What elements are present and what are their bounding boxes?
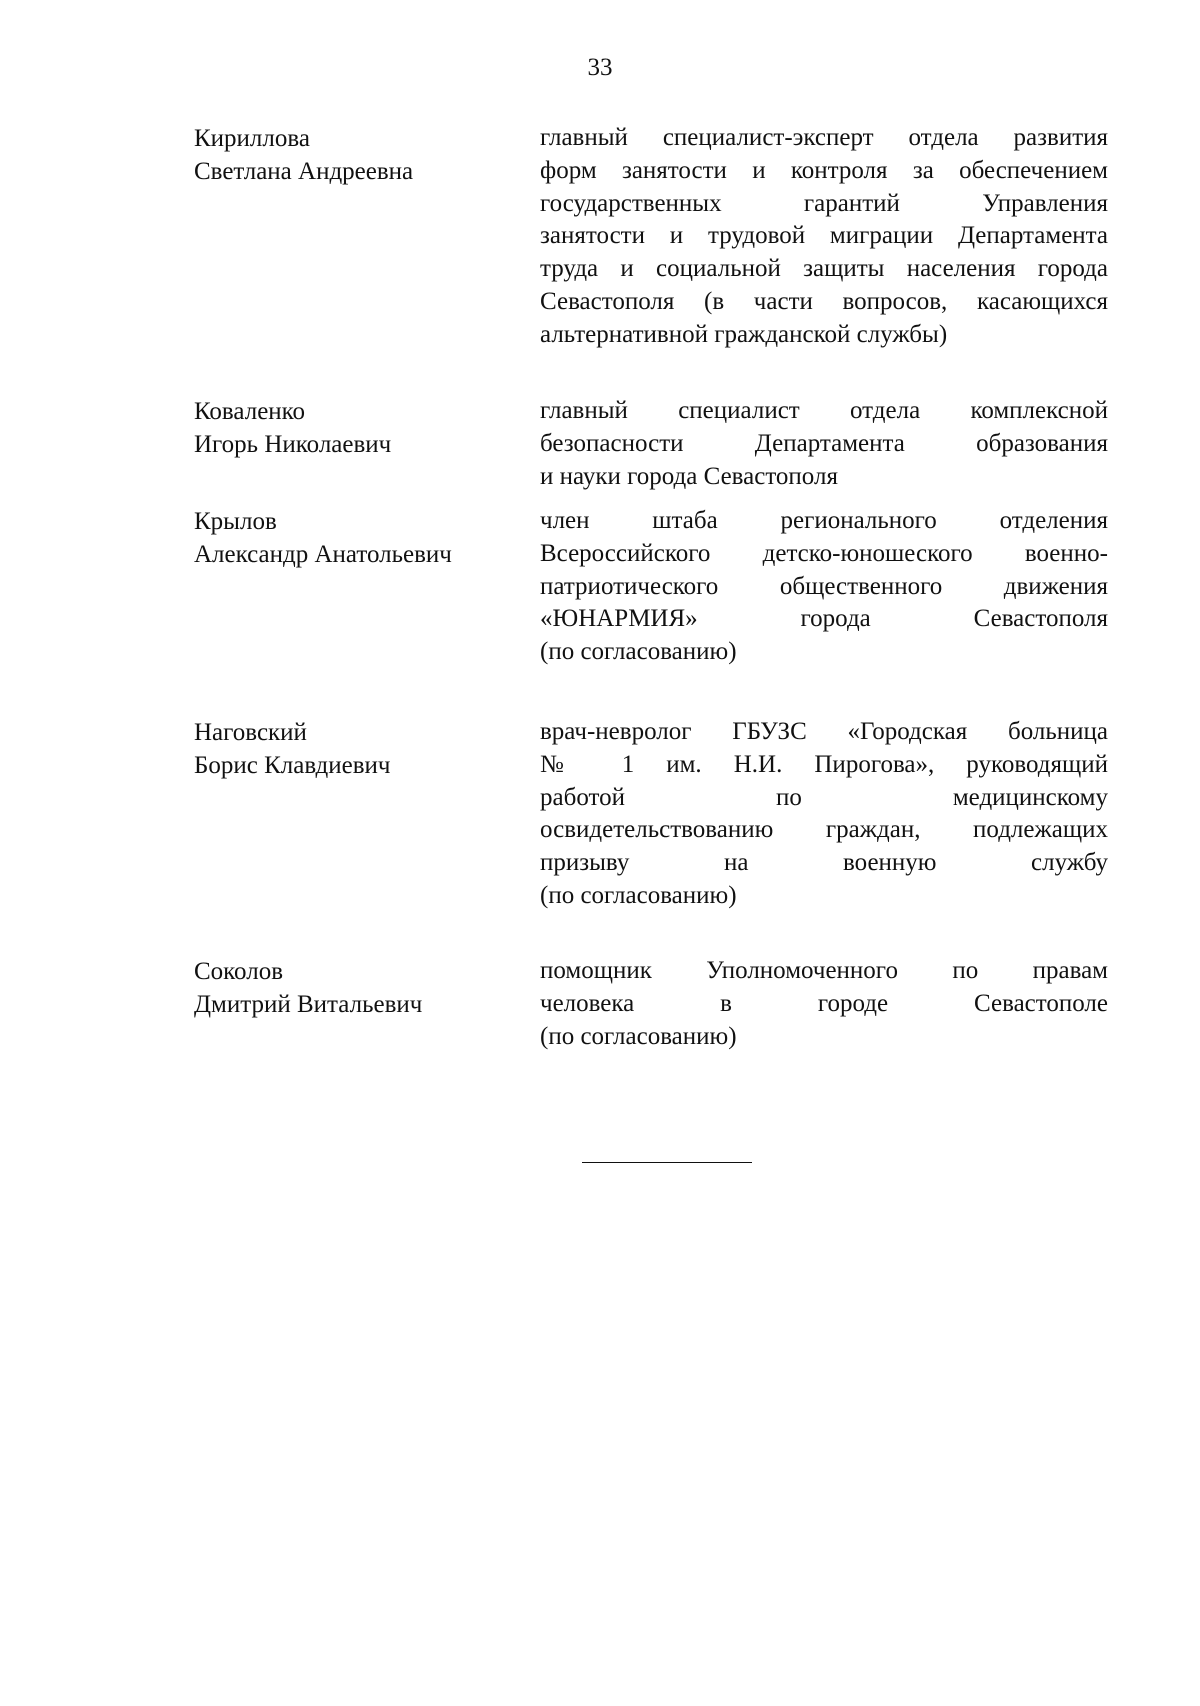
role-line: член штаба регионального отделения bbox=[540, 507, 1108, 534]
role-line: освидетельствованию граждан, подлежащих bbox=[540, 816, 1108, 844]
role-line: человека в городе Севастополе bbox=[540, 989, 1108, 1017]
role-line: главный специалист-эксперт отдела развития bbox=[540, 124, 1108, 151]
role-line: (по согласованию) bbox=[540, 1022, 737, 1050]
role-line: государственных гарантий Управления bbox=[540, 189, 1108, 217]
role-line: (по согласованию) bbox=[540, 638, 737, 666]
member-role bbox=[540, 505, 1108, 669]
member-name bbox=[194, 505, 514, 571]
role-line: «ЮНАРМИЯ» города Севастополя bbox=[540, 605, 1108, 633]
member-role bbox=[540, 955, 1108, 1053]
role-line: безопасности Департамента образования bbox=[540, 429, 1108, 457]
member-given-names: Игорь Николаевич bbox=[194, 431, 392, 458]
role-line: альтернативной гражданской службы) bbox=[540, 320, 948, 348]
role-line: (по согласованию) bbox=[540, 881, 737, 909]
member-surname: Крылов bbox=[194, 508, 277, 535]
member-role bbox=[540, 395, 1108, 493]
role-line: форм занятости и контроля за обеспечением bbox=[540, 156, 1108, 184]
role-line: труда и социальной защиты населения города bbox=[540, 255, 1108, 283]
member-name bbox=[194, 395, 514, 461]
member-surname: Коваленко bbox=[194, 398, 306, 425]
role-line: помощник Уполномоченного по правам bbox=[540, 957, 1108, 984]
member-role bbox=[540, 716, 1108, 913]
role-line: и науки города Севастополя bbox=[540, 462, 838, 490]
member-given-names: Дмитрий Витальевич bbox=[194, 991, 423, 1018]
role-line: врач-невролог ГБУЗС «Городская больница bbox=[540, 718, 1108, 745]
end-divider-line bbox=[582, 1162, 752, 1163]
role-line: занятости и трудовой миграции Департамента bbox=[540, 222, 1108, 250]
member-name bbox=[194, 122, 514, 188]
member-surname: Соколов bbox=[194, 958, 284, 985]
role-line: работой по медицинскому bbox=[540, 783, 1108, 811]
role-line: патриотического общественного движения bbox=[540, 572, 1108, 600]
member-role bbox=[540, 122, 1108, 352]
role-line: Всероссийского детско-юношеского военно- bbox=[540, 539, 1108, 567]
role-line: Севастополя (в части вопросов, касающихся bbox=[540, 287, 1108, 315]
role-line: № 1 им. Н.И. Пирогова», руководящий bbox=[540, 750, 1108, 778]
role-line: главный специалист отдела комплексной bbox=[540, 397, 1108, 424]
member-surname: Кириллова bbox=[194, 125, 310, 152]
member-given-names: Светлана Андреевна bbox=[194, 158, 414, 185]
member-name bbox=[194, 955, 514, 1021]
member-given-names: Александр Анатольевич bbox=[194, 541, 452, 568]
member-given-names: Борис Клавдиевич bbox=[194, 752, 391, 779]
role-line: призыву на военную службу bbox=[540, 849, 1108, 877]
page-number: 33 bbox=[587, 54, 613, 81]
member-name bbox=[194, 716, 514, 782]
member-surname: Наговский bbox=[194, 719, 307, 746]
